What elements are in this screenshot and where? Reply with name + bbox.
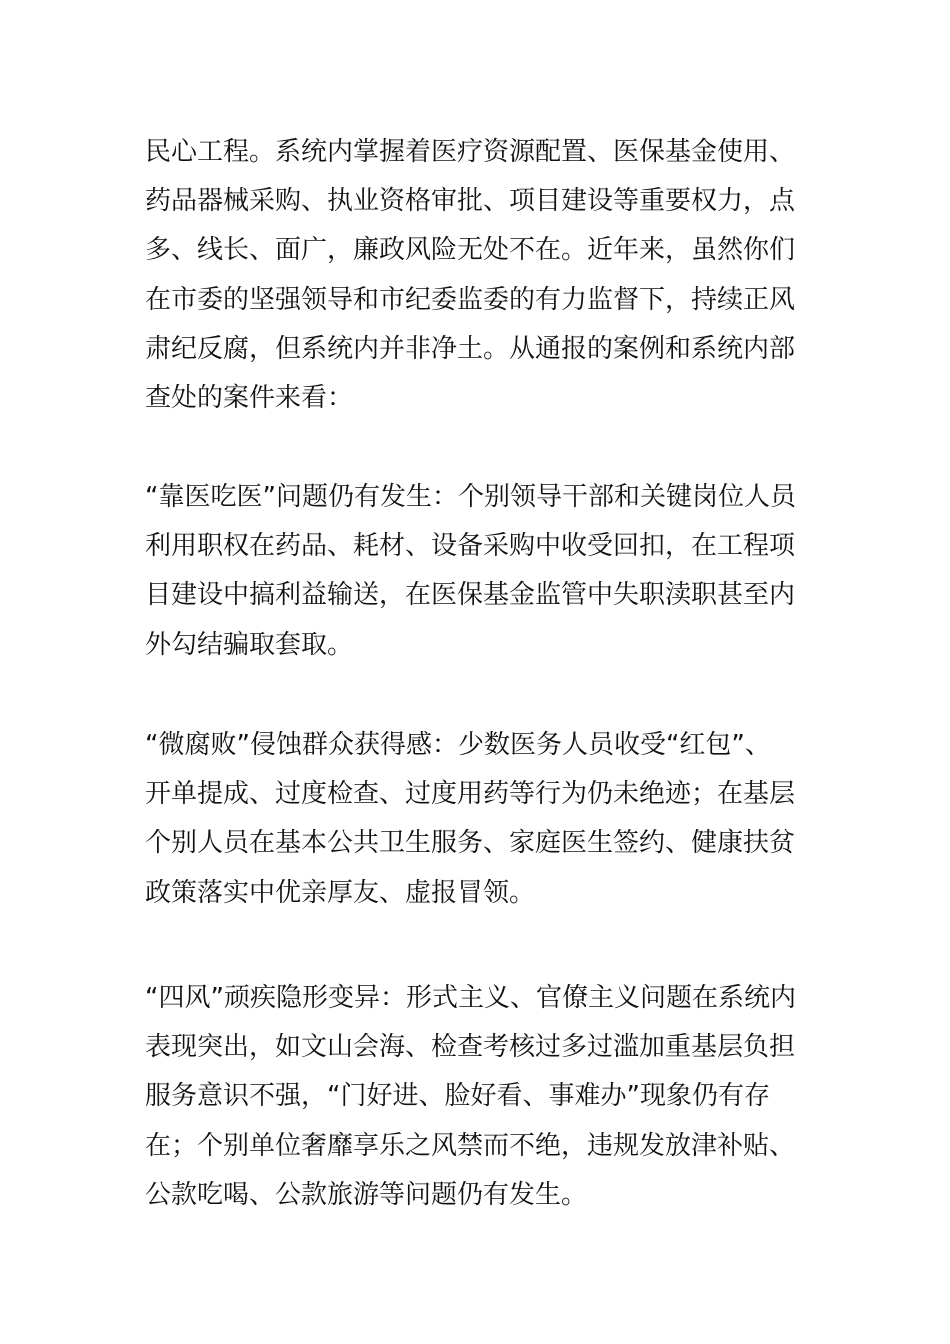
text-line: 外勾结骗取套取。 [145, 629, 354, 660]
text-line: 在市委的坚强领导和市纪委监委的有力监督下，持续正风 [145, 284, 796, 315]
paragraph-1 [145, 128, 815, 423]
text-line: 公款吃喝、公款旅游等问题仍有发生。 [145, 1179, 588, 1210]
text-line: 查处的案件来看： [145, 382, 354, 413]
text-line: 服务意识不强，“门好进、脸好看、事难办”现象仍有存 [145, 1081, 770, 1112]
paragraph-2 [145, 473, 815, 670]
text-line: 利用职权在药品、耗材、设备采购中收受回扣，在工程项 [145, 531, 796, 562]
text-line: 政策落实中优亲厚友、虚报冒领。 [145, 877, 536, 908]
text-line: 开单提成、过度检查、过度用药等行为仍未绝迹；在基层 [145, 779, 796, 810]
text-line: 多、线长、面广，廉政风险无处不在。近年来，虽然你们 [145, 235, 796, 266]
text-line: 表现突出，如文山会海、检查考核过多过滥加重基层负担 [145, 1032, 796, 1063]
text-line: “靠医吃医”问题仍有发生：个别领导干部和关键岗位人员 [145, 482, 796, 512]
paragraph-3 [145, 721, 815, 918]
text-line: 目建设中搞利益输送，在医保基金监管中失职渎职甚至内 [145, 580, 796, 611]
text-line: 个别人员在基本公共卫生服务、家庭医生签约、健康扶贫 [145, 828, 796, 859]
text-line: 在；个别单位奢靡享乐之风禁而不绝，违规发放津补贴、 [145, 1130, 796, 1161]
text-line: 药品器械采购、执业资格审批、项目建设等重要权力，点 [145, 186, 796, 217]
text-line: 民心工程。系统内掌握着医疗资源配置、医保基金使用、 [145, 137, 796, 167]
paragraph-4 [145, 974, 815, 1220]
text-line: “微腐败”侵蚀群众获得感：少数医务人员收受“红包”、 [145, 730, 771, 760]
text-line: 肃纪反腐，但系统内并非净土。从通报的案例和系统内部 [145, 333, 796, 364]
text-line: “四风”顽疾隐形变异：形式主义、官僚主义问题在系统内 [145, 983, 796, 1013]
